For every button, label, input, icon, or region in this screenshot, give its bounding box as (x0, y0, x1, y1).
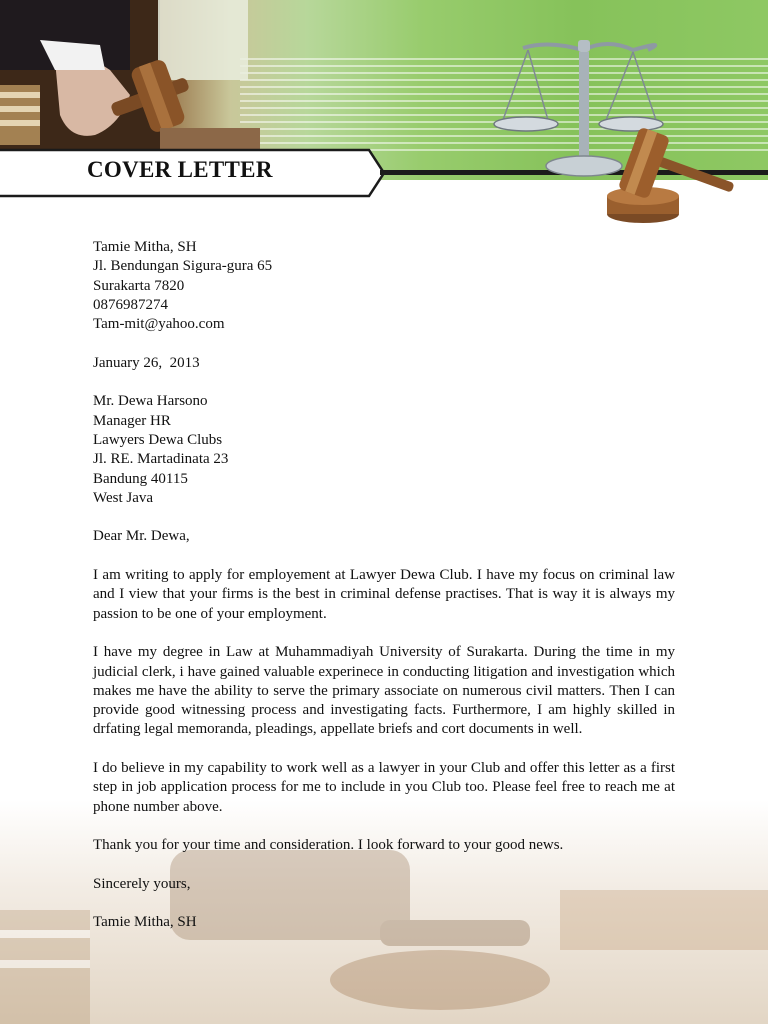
closing-text: Sincerely yours, (93, 875, 191, 892)
recipient-name: Mr. Dewa Harsono (93, 393, 208, 410)
sender-address: Jl. Bendungan Sigura-gura 65 (93, 258, 273, 275)
paragraph-intro: I am writing to apply for employement at Lawyer Dewa Club. I have my focus on criminal law and I view that your firms is the best in criminal defense practises. That is way it is always my passion to be one of your employment. (93, 567, 675, 622)
header-banner (0, 0, 768, 230)
gavel-hand-image (0, 0, 260, 150)
letter-body (93, 238, 675, 952)
closing (93, 875, 675, 894)
sender-city: Surakarta 7820 (93, 277, 185, 294)
letter-date (93, 354, 675, 373)
recipient-block (93, 392, 675, 508)
recipient-region: West Java (93, 489, 154, 506)
scales-of-justice-icon (488, 38, 738, 228)
sender-email: Tam-mit@yahoo.com (93, 316, 225, 333)
recipient-company: Lawyers Dewa Clubs (93, 431, 223, 448)
paragraph-education: I have my degree in Law at Muhammadiyah University of Surakarta. During the time in my judicial clerk, i have gained valuable experinece in conducting litigation and investigation which makes me have the ability to serve the primary associate on numerous civil matters. Then I can provide good witnessing process and investigating facts. Furthermore, I am highly skilled in drfating legal memoranda, pleadings, appellate briefs and cort documents in well. (93, 644, 675, 738)
sender-phone: 0876987274 (93, 296, 168, 313)
signature (93, 913, 675, 932)
salutation-text: Dear Mr. Dewa, (93, 528, 190, 545)
recipient-position: Manager HR (93, 412, 171, 429)
salutation (93, 527, 675, 546)
sender-name: Tamie Mitha, SH (93, 239, 197, 255)
gavel-icon (607, 127, 735, 223)
sender-block (93, 238, 675, 334)
document-title: COVER LETTER (87, 157, 273, 182)
paragraph-capability: I do believe in my capability to work well as a lawyer in your Club and offer this letter as a first step in job application process for me to include in you Club too. Please feel free to reach me at phone number above. (93, 760, 675, 815)
recipient-city: Bandung 40115 (93, 470, 188, 487)
recipient-address: Jl. RE. Martadinata 23 (93, 451, 229, 468)
paragraph-thanks: Thank you for your time and consideration. I look forward to your good news. (93, 837, 564, 854)
date-text: January 26, 2013 (93, 354, 200, 371)
signature-name: Tamie Mitha, SH (93, 914, 197, 931)
